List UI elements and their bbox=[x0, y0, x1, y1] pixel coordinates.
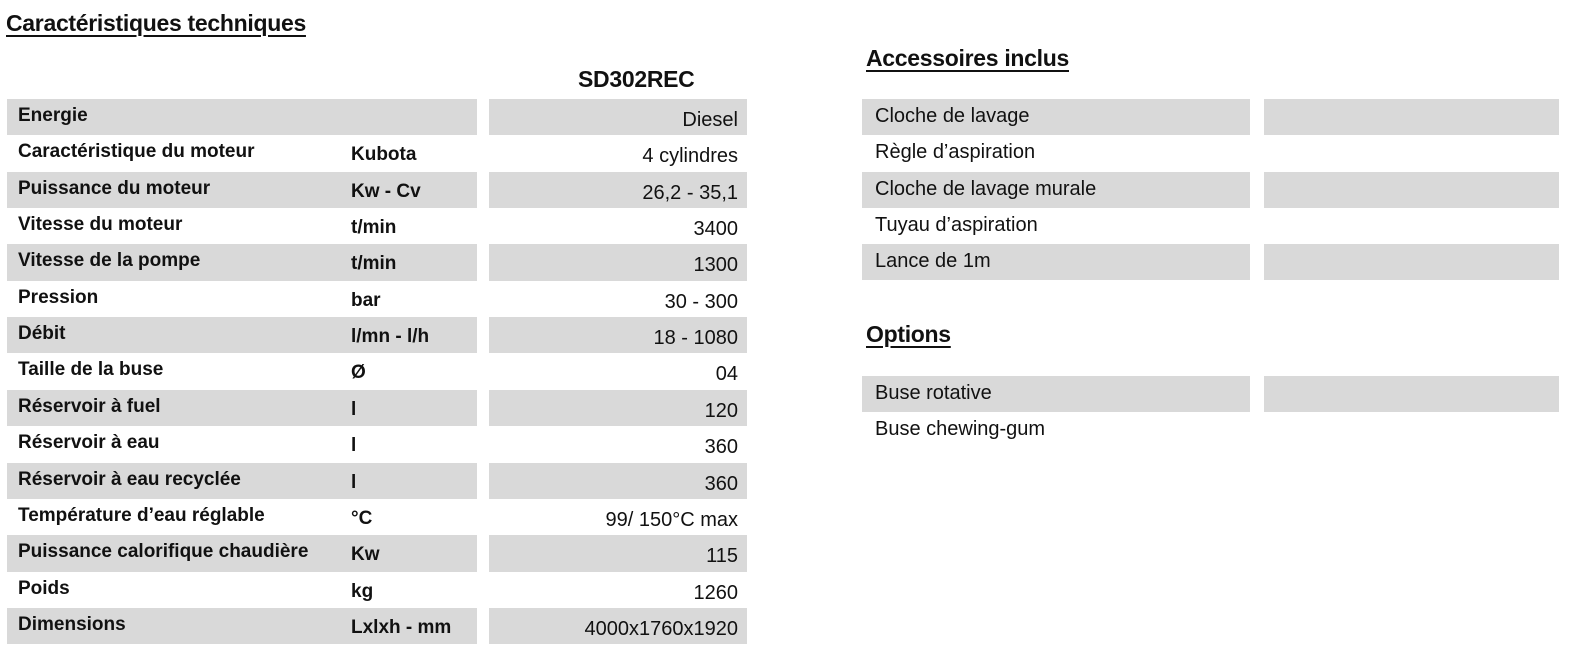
spec-label: Pression bbox=[18, 286, 99, 308]
spec-row bbox=[0, 572, 760, 608]
spec-unit: Ø bbox=[351, 362, 366, 384]
list-item bbox=[0, 172, 1581, 208]
spec-unit: Kw bbox=[351, 544, 380, 566]
spec-unit: bar bbox=[351, 289, 381, 311]
spec-value: 120 bbox=[704, 399, 738, 422]
spec-label: Réservoir à eau recyclée bbox=[18, 468, 241, 490]
spec-value: 3400 bbox=[693, 218, 738, 241]
spec-unit: kg bbox=[351, 580, 374, 602]
spec-value: 18 - 1080 bbox=[653, 327, 738, 350]
spec-row bbox=[0, 281, 760, 317]
list-item-label: Règle d’aspiration bbox=[875, 141, 1036, 164]
spec-row bbox=[0, 499, 760, 535]
spec-unit: t/min bbox=[351, 217, 397, 239]
row-shade bbox=[1264, 172, 1559, 208]
list-item-label: Buse chewing-gum bbox=[875, 418, 1046, 441]
spec-label: Puissance du moteur bbox=[18, 177, 211, 199]
list-item-label: Lance de 1m bbox=[875, 250, 991, 273]
spec-label: Réservoir à eau bbox=[18, 432, 160, 454]
spec-label: Puissance calorifique chaudière bbox=[18, 541, 309, 563]
spec-unit: t/min bbox=[351, 253, 397, 275]
model-header: SD302REC bbox=[578, 66, 695, 92]
spec-value: 1260 bbox=[693, 581, 738, 604]
spec-unit: l bbox=[351, 471, 357, 493]
spec-value: 4000x1760x1920 bbox=[584, 617, 738, 640]
list-item bbox=[0, 208, 1581, 244]
row-shade bbox=[1264, 244, 1559, 280]
spec-value: 04 bbox=[715, 363, 738, 386]
spec-label: Dimensions bbox=[18, 613, 126, 635]
spec-unit: °C bbox=[351, 507, 373, 529]
options-title: Options bbox=[866, 321, 951, 347]
spec-label: Energie bbox=[18, 105, 88, 126]
spec-value: 99/ 150°C max bbox=[605, 508, 738, 531]
spec-unit: l bbox=[351, 435, 357, 457]
spec-label: Caractéristique du moteur bbox=[18, 141, 255, 163]
spec-label: Poids bbox=[18, 577, 70, 599]
list-item-label: Cloche de lavage murale bbox=[875, 177, 1097, 200]
spec-value: 26,2 - 35,1 bbox=[642, 181, 738, 204]
list-item bbox=[0, 412, 1581, 448]
spec-value: 360 bbox=[704, 472, 738, 495]
list-item-label: Tuyau d’aspiration bbox=[875, 213, 1038, 236]
spec-unit: Kubota bbox=[351, 144, 417, 166]
spec-label: Réservoir à fuel bbox=[18, 395, 161, 417]
row-shade bbox=[1264, 99, 1559, 135]
spec-label: Débit bbox=[18, 323, 66, 345]
spec-row bbox=[0, 317, 760, 353]
spec-value: Diesel bbox=[682, 109, 738, 131]
spec-unit: l/mn - l/h bbox=[351, 326, 430, 348]
page-title: Caractéristiques techniques bbox=[6, 10, 306, 36]
spec-value: 1300 bbox=[693, 254, 738, 277]
spec-unit: Lxlxh - mm bbox=[351, 616, 452, 638]
spec-label: Vitesse de la pompe bbox=[18, 250, 201, 272]
spec-value: 30 - 300 bbox=[664, 290, 738, 313]
spec-label: Température d’eau réglable bbox=[18, 504, 265, 526]
row-shade bbox=[1264, 376, 1559, 412]
spec-value: 115 bbox=[706, 545, 738, 568]
list-item-label: Buse rotative bbox=[875, 382, 992, 404]
list-item bbox=[0, 135, 1581, 171]
list-item-label: Cloche de lavage bbox=[875, 105, 1030, 127]
spec-unit: l bbox=[351, 398, 357, 420]
spec-row bbox=[0, 463, 760, 499]
accessories-title: Accessoires inclus bbox=[866, 45, 1069, 71]
list-item bbox=[0, 244, 1581, 280]
spec-unit: Kw - Cv bbox=[351, 180, 421, 202]
spec-label: Taille de la buse bbox=[18, 359, 164, 381]
spec-row bbox=[0, 608, 760, 644]
list-item bbox=[0, 99, 1581, 135]
list-item bbox=[0, 376, 1581, 412]
spec-value: 360 bbox=[704, 436, 738, 459]
spec-label: Vitesse du moteur bbox=[18, 214, 183, 236]
spec-row bbox=[0, 535, 760, 571]
spec-value: 4 cylindres bbox=[642, 145, 738, 168]
